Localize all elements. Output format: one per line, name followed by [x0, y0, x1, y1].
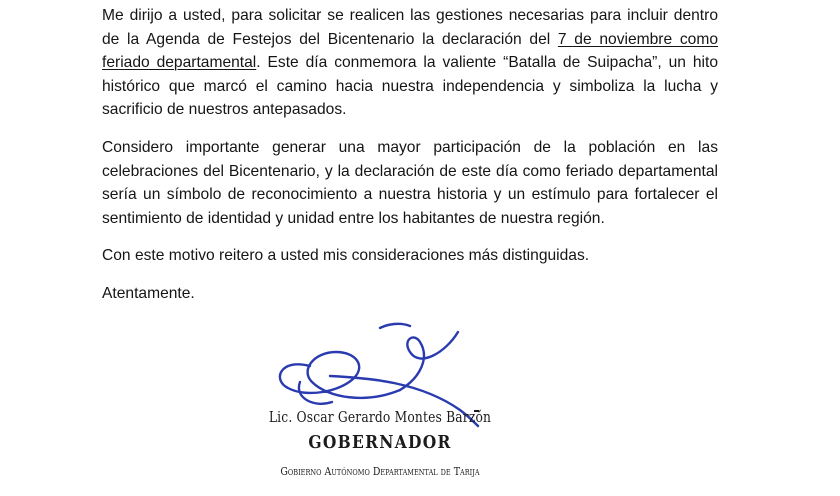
paragraph-justification [102, 136, 718, 230]
letter-body [102, 4, 718, 320]
signatory-organization: Gobierno Autónomo Departamental de Tarija [280, 464, 480, 478]
paragraph-justification-text: Considero importante generar una mayor participación de la población en las celebraciones del Bicentenario, y la declaración de este día como feriado departamental sería un símbolo de reconocimiento a nuestra historia y un estímulo para fortalecer el sentimiento de identidad y unidad entre los habitantes de nuestra región. [102, 138, 718, 227]
sign-off: Atentamente. [102, 284, 195, 302]
signatory-name: Lic. Oscar Gerardo Montes Barzón [268, 408, 492, 426]
signatory-title: GOBERNADOR [308, 432, 452, 453]
closing-line: Con este motivo reitero a usted mis consideraciones más distinguidas. [102, 247, 590, 265]
paragraph-request-text-2: . Este día conmemora la valiente “Batalla de Suipacha”, un hito histórico que marcó el camino hacia nuestra independencia y simboliza la lucha y sacrificio de nuestros antepasados. [102, 54, 718, 119]
paragraph-request [102, 4, 718, 122]
paragraph-request-text-1: Me dirijo a usted, para solicitar se realicen las gestiones necesarias para incluir dentro de la Agenda de Festejos del Bicentenario la declaración del [102, 7, 718, 48]
underlined-holiday-date: 7 de noviembre como feriado departamental [102, 30, 718, 72]
